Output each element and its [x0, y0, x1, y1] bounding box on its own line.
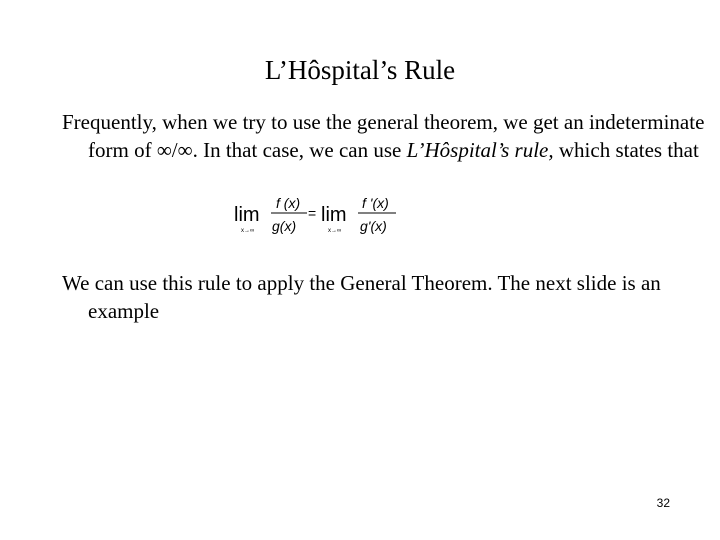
denominator-left: g(x) — [272, 218, 297, 234]
lhospital-formula — [232, 192, 402, 238]
denominator-right: g'(x) — [360, 218, 387, 234]
equals-sign: = — [308, 205, 317, 221]
lim-right: lim — [321, 204, 347, 226]
paragraph-lhospital-intro — [62, 108, 708, 164]
paragraph-text-part2: which states that — [553, 138, 699, 162]
slide-title: L’Hôspital’s Rule — [264, 55, 456, 85]
rule-name-italic: L’Hôspital’s rule, — [406, 138, 554, 162]
paragraph-text-part1: Frequently, when we try to use the general theorem, we get an indeterminate form of ∞/∞. In that case, we can use — [62, 110, 705, 162]
page-number: 32 — [656, 496, 670, 510]
numerator-right: f '(x) — [362, 195, 389, 211]
limit-subscript-right: x→∞ — [328, 228, 342, 234]
formula-graphic — [232, 192, 402, 238]
limit-subscript-left: x→∞ — [241, 228, 255, 234]
paragraph-general-theorem: We can use this rule to apply the General Theorem. The next slide is an example — [62, 271, 661, 323]
numerator-left: f (x) — [276, 195, 301, 211]
lim-left: lim — [234, 204, 260, 226]
